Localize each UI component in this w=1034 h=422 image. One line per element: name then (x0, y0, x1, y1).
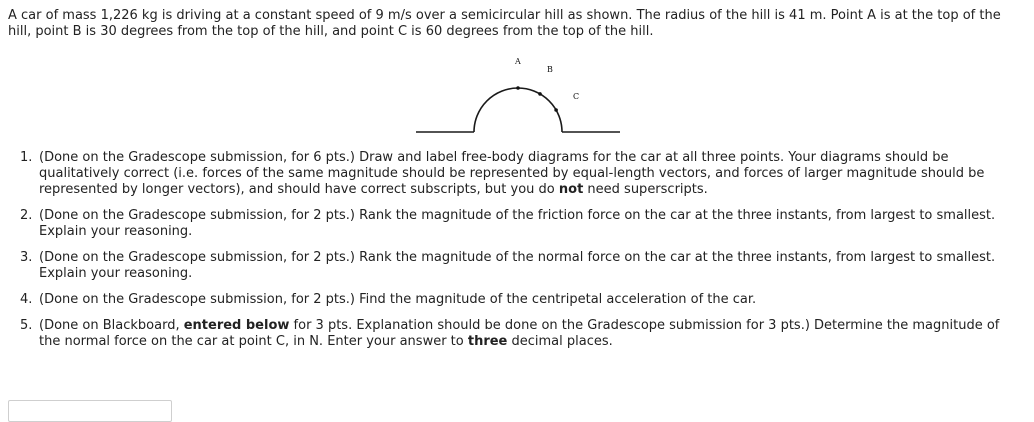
question-item (20, 208, 1020, 240)
semicircular-hill-figure (408, 52, 628, 136)
problem-intro: A car of mass 1,226 kg is driving at a constant speed of 9 m/s over a semicircular hill as shown. The radius of the hill is 41 m. Point A is at the top of the hill, point B is 30 degrees from the top of the hill, and point C is 60 degrees from the top of the hill. (8, 8, 1001, 39)
question-number: 5. (20, 318, 33, 333)
question-emphasis: entered below (183, 318, 290, 333)
point-b-marker (538, 92, 542, 96)
question-item (20, 150, 1020, 198)
point-b-label: B (547, 65, 553, 74)
question-item (20, 250, 1020, 282)
question-text-middle: for 3 pts. Explanation should be done on the Gradescope submission for 3 pts.) Determine the magnitude of the normal force on the car at point C, in N. Enter your answer to (39, 318, 1000, 349)
question-list (20, 150, 1020, 360)
question-item (20, 292, 1020, 308)
question-text: (Done on the Gradescope submission, for 2 pts.) Rank the magnitude of the normal force on the car at the three instants, from largest to smallest. Explain your reasoning. (39, 250, 996, 281)
point-c-marker (554, 108, 558, 112)
point-a-label: A (515, 57, 521, 66)
question-number: 3. (20, 250, 33, 265)
question-text: (Done on the Gradescope submission, for 2 pts.) Rank the magnitude of the friction force on the car at the three instants, from largest to smallest. Explain your reasoning. (39, 208, 996, 239)
hill-diagram (408, 52, 628, 136)
question-number: 1. (20, 150, 33, 165)
question-text-end: decimal places. (507, 334, 613, 349)
question-number: 4. (20, 292, 33, 307)
question-item (20, 318, 1020, 350)
question-emphasis-decimals: three (467, 334, 508, 349)
answer-input[interactable] (8, 400, 172, 422)
question-number: 2. (20, 208, 33, 223)
question-text: (Done on Blackboard, (39, 318, 184, 333)
point-c-label: C (573, 92, 580, 101)
point-a-marker (516, 86, 520, 90)
hill-arc (474, 88, 562, 132)
question-emphasis: not (558, 182, 584, 197)
question-text: (Done on the Gradescope submission, for 6 pts.) Draw and label free-body diagrams for the car at all three points. Your diagrams should be qualitatively correct (i.e. forces of the same magnitude should be represented by equal-length vectors, and forces of larger magnitude should be represented by longer vectors), and should have correct subscripts, but you do (39, 150, 985, 197)
question-text: (Done on the Gradescope submission, for 2 pts.) Find the magnitude of the centripetal acceleration of the car. (39, 292, 757, 307)
question-text-end: need superscripts. (583, 182, 708, 197)
